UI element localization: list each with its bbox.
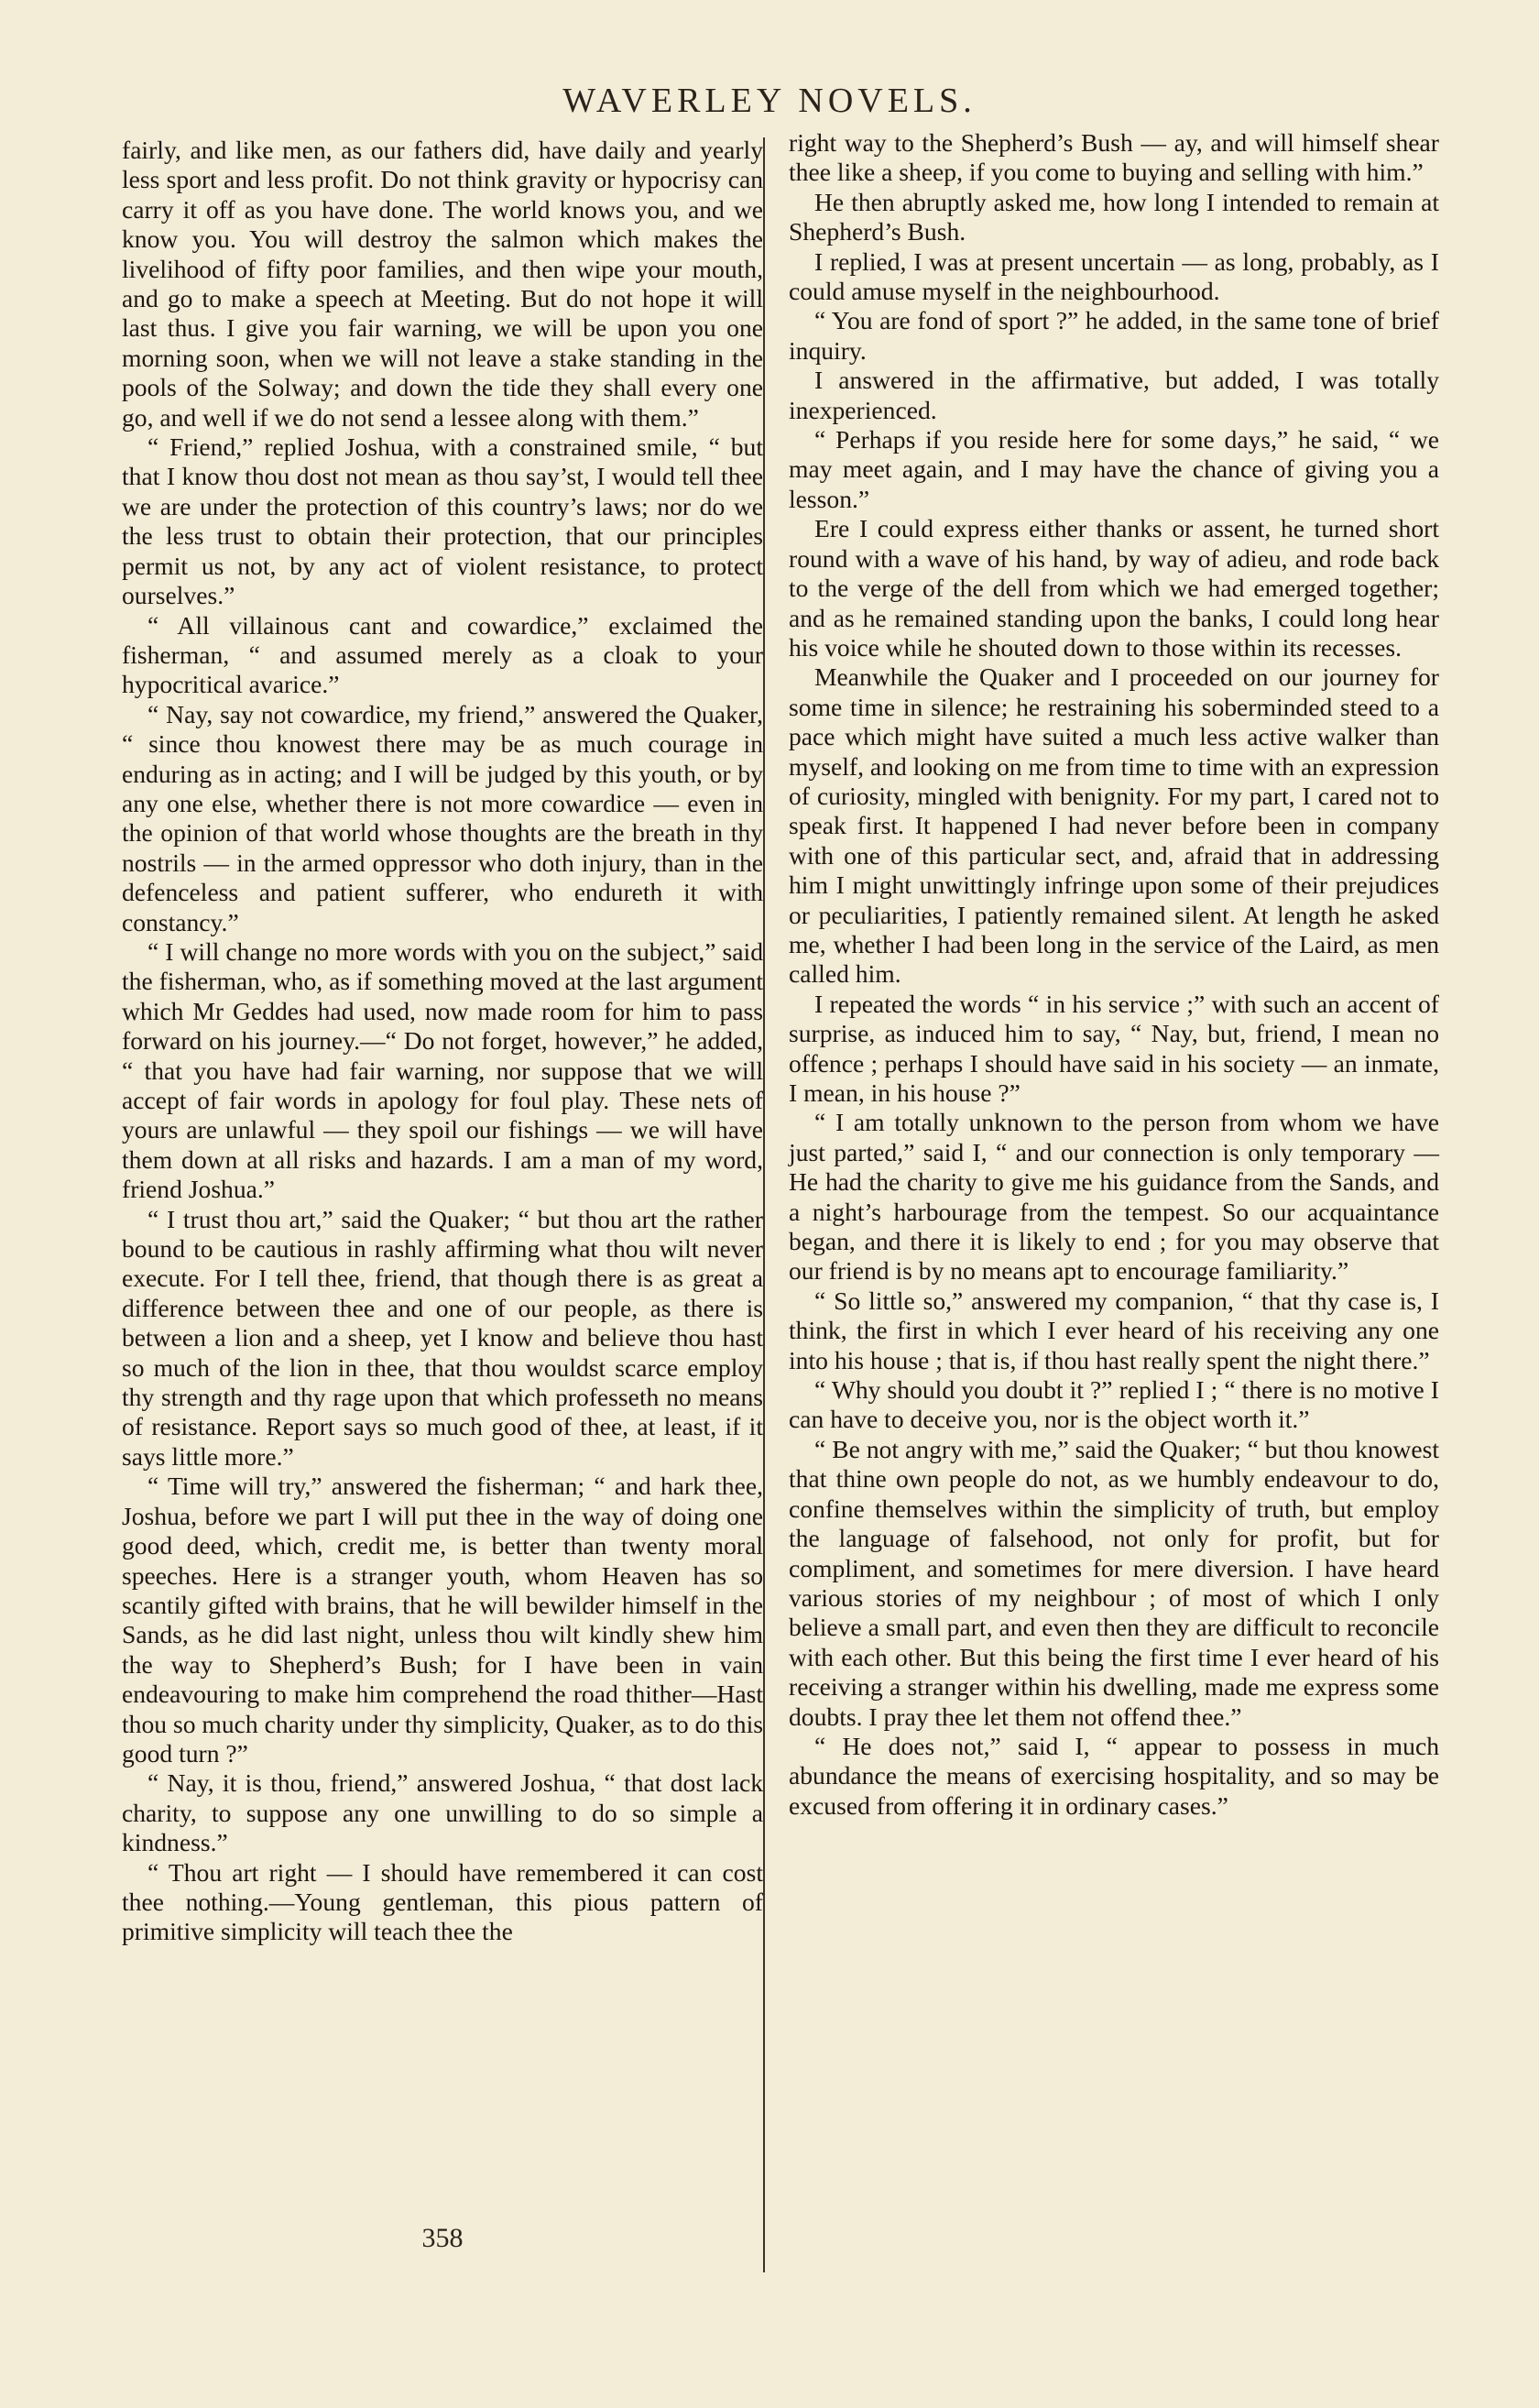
paragraph: I repeated the words “ in his service ;” with such an accent of surprise, as induced him to say, “ Nay, but, friend, I mean no offence ; perhaps I should have said in his society — an inmate, I mean, in his house ?” [789, 989, 1439, 1107]
paragraph: “ Thou art right — I should have remembered it can cost thee nothing.—Young gentleman, this pious pattern of primitive simplicity will teach thee the [122, 1857, 763, 1946]
paragraph: “ Time will try,” answered the fisherman; “ and hark thee, Joshua, before we part I will put thee in the way of doing one good deed, which, credit me, is better than twenty moral speeches. Here is a stranger youth, whom Heaven has so scantily gifted with brains, that he will bewilder himself in the Sands, as he did last night, unless thou wilt kindly shew him the way to Shepherd’s Bush; for I have been in vain endeavouring to make him comprehend the road thither—Hast thou so much charity under thy simplicity, Quaker, as to do this good turn ?” [122, 1472, 763, 1768]
paragraph: “ I am totally unknown to the person from whom we have just parted,” said I, “ and our connection is only temporary — He had the charity to give me his guidance from the Sands, and a night’s harbourage from the tempest. So our acquaintance began, and there it is likely to end ; for you may observe that our friend is by no means apt to encourage familiarity.” [789, 1108, 1439, 1286]
page-number: 358 [421, 2223, 464, 2253]
column-divider [763, 137, 765, 2272]
right-column [789, 128, 1439, 1821]
paragraph: “ He does not,” said I, “ appear to possess in much abundance the means of exercising hospitality, and so may be excused from offering it in ordinary cases.” [789, 1731, 1439, 1820]
running-title: WAVERLEY NOVELS. [562, 82, 977, 120]
paragraph: “ So little so,” answered my companion, “ that thy case is, I think, the first in which I ever heard of his receiving any one into his house ; that is, if thou hast really spent the night there.” [789, 1286, 1439, 1374]
left-column [122, 136, 763, 1947]
paragraph: “ I trust thou art,” said the Quaker; “ but thou art the rather bound to be cautious in rashly affirming what thou wilt never execute. For I tell thee, friend, that though there is as great a difference between thee and one of our people, as there is between a lion and a sheep, yet I know and believe thou hast so much of the lion in thee, that thou wouldst scarce employ thy strength and thy rage upon that which professeth no means of resistance. Report says so much good of thee, at least, if it says little more.” [122, 1204, 763, 1471]
paragraph: I replied, I was at present uncertain — as long, probably, as I could amuse myself in the neighbourhood. [789, 246, 1439, 306]
paragraph: He then abruptly asked me, how long I intended to remain at Shepherd’s Bush. [789, 187, 1439, 246]
paragraph: “ Friend,” replied Joshua, with a constrained smile, “ but that I know thou dost not mean as thou say’st, I would tell thee we are under the protection of this country’s laws; nor do we the less trust to obtain their protection, that our principles permit us not, by any act of violent resistance, to protect ourselves.” [122, 432, 763, 610]
paragraph: “ Nay, it is thou, friend,” answered Joshua, “ that dost lack charity, to suppose any one unwilling to do so simple a kindness.” [122, 1768, 763, 1857]
paragraph: Ere I could express either thanks or assent, he turned short round with a wave of his hand, by way of adieu, and rode back to the verge of the dell from which we had emerged together; and as he remained standing upon the banks, I could long hear his voice while he shouted down to those within its recesses. [789, 514, 1439, 662]
paragraph: “ You are fond of sport ?” he added, in the same tone of brief inquiry. [789, 306, 1439, 365]
paragraph: “ Nay, say not cowardice, my friend,” answered the Quaker, “ since thou knowest there may be as much courage in enduring as in acting; and I will be judged by this youth, or by any one else, whether there is not more cowardice — even in the opinion of that world whose thoughts are the breath in thy nostrils — in the armed oppressor who doth injury, than in the defenceless and patient sufferer, who endureth it with constancy.” [122, 699, 763, 936]
paragraph: “ Be not angry with me,” said the Quaker; “ but thou knowest that thine own people do not, as we humbly endeavour to do, confine themselves within the simplicity of truth, but employ the language of falsehood, not only for profit, but for compliment, and sometimes for mere diversion. I have heard various stories of my neighbour ; of most of which I only believe a small part, and even then they are difficult to reconcile with each other. But this being the first time I ever heard of his receiving a stranger within his dwelling, made me express some doubts. I pray thee let them not offend thee.” [789, 1434, 1439, 1731]
paragraph: fairly, and like men, as our fathers did, have daily and yearly less sport and less profit. Do not think gravity or hypocrisy can carry it off as you have done. The world knows you, and we know you. You will destroy the salmon which makes the livelihood of fifty poor families, and then wipe your mouth, and go to make a speech at Meeting. But do not hope it will last thus. I give you fair warning, we will be upon you one morning soon, when we will not leave a stake standing in the pools of the Solway; and down the tide they shall every one go, and well if we do not send a lessee along with them.” [122, 136, 763, 432]
paragraph: “ Perhaps if you reside here for some days,” he said, “ we may meet again, and I may have the chance of giving you a lesson.” [789, 425, 1439, 513]
paragraph: “ I will change no more words with you on the subject,” said the fisherman, who, as if something moved at the last argument which Mr Geddes had used, now made room for him to pass forward on his journey.—“ Do not forget, however,” he added, “ that you have had fair warning, nor suppose that we will accept of fair words in apology for foul play. These nets of yours are unlawful — they spoil our fishings — we will have them down at all risks and hazards. I am a man of my word, friend Joshua.” [122, 936, 763, 1204]
paragraph: Meanwhile the Quaker and I proceeded on our journey for some time in silence; he restraining his soberminded steed to a pace which might have suited a much less active walker than myself, and looking on me from time to time with an expression of curiosity, mingled with benignity. For my part, I cared not to speak first. It happened I had never before been in company with one of this particular sect, and, afraid that in addressing him I might unwittingly infringe upon some of their prejudices or peculiarities, I patiently remained silent. At length he asked me, whether I had been long in the service of the Laird, as men called him. [789, 662, 1439, 989]
paragraph: “ Why should you doubt it ?” replied I ; “ there is no motive I can have to deceive you, nor is the object worth it.” [789, 1375, 1439, 1434]
paragraph: right way to the Shepherd’s Bush — ay, and will himself shear thee like a sheep, if you come to buying and selling with him.” [789, 128, 1439, 187]
paragraph: I answered in the affirmative, but added, I was totally inexperienced. [789, 366, 1439, 424]
paragraph: “ All villainous cant and cowardice,” exclaimed the fisherman, “ and assumed merely as a cloak to your hypocritical avarice.” [122, 610, 763, 699]
